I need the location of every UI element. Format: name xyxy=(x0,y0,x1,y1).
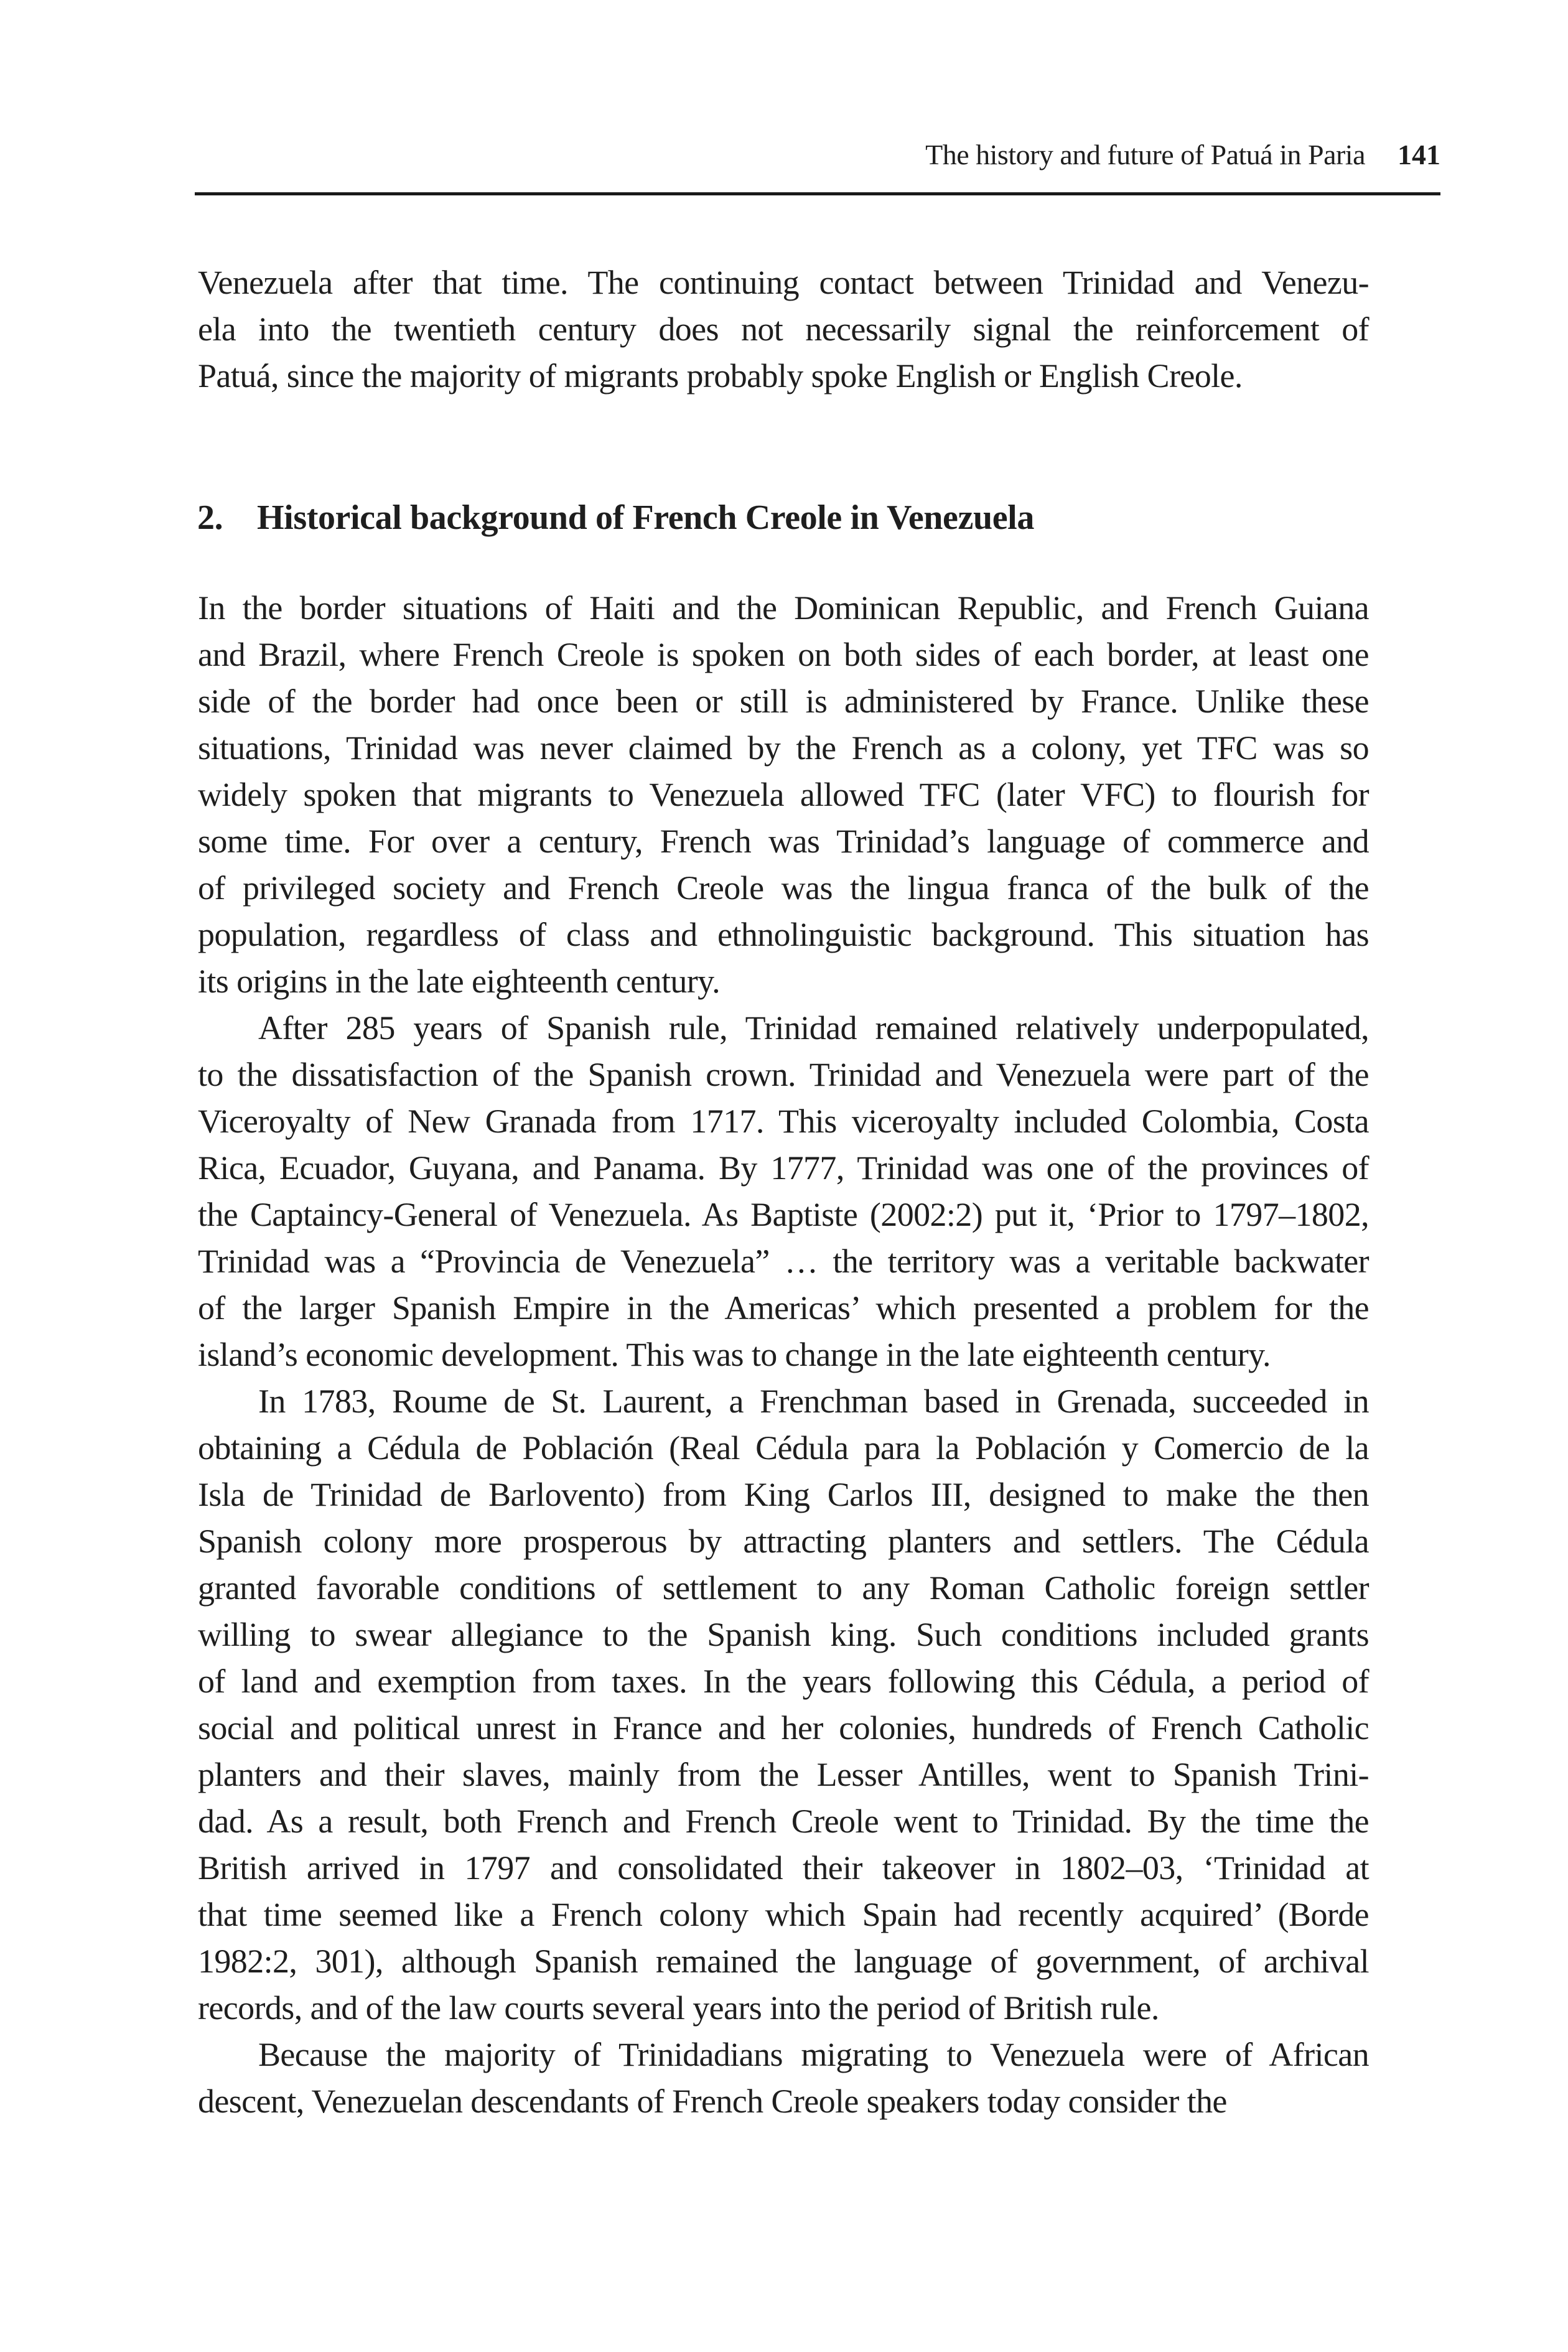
text-line: of land and exemption from taxes. In the years following this Cédula, a period of xyxy=(198,1663,1369,1700)
text-line: Because the majority of Trinidadians migrating to Venezuela were of African xyxy=(258,2036,1369,2073)
text-line: descent, Venezuelan descendants of French Creole speakers today consider the xyxy=(198,2083,1227,2120)
text-line: British arrived in 1797 and consolidated their takeover in 1802–03, ‘Trinidad at xyxy=(198,1849,1369,1887)
text-line: granted favorable conditions of settlement to any Roman Catholic foreign settler xyxy=(198,1569,1369,1607)
text-line: Viceroyalty of New Granada from 1717. This viceroyalty included Colombia, Costa xyxy=(198,1103,1369,1140)
text-line: ela into the twentieth century does not necessarily signal the reinforcement of xyxy=(198,310,1369,348)
section-heading xyxy=(197,495,1034,541)
text-line: and Brazil, where French Creole is spoken on both sides of each border, at least one xyxy=(198,636,1369,673)
text-line: island’s economic development. This was to change in the late eighteenth century. xyxy=(198,1336,1271,1373)
text-line: side of the border had once been or still is administered by France. Unlike these xyxy=(198,683,1369,720)
text-line: of the larger Spanish Empire in the Americas’ which presented a problem for the xyxy=(198,1289,1369,1327)
text-line: 1982:2, 301), although Spanish remained the language of government, of archival xyxy=(198,1943,1369,1980)
text-line: some time. For over a century, French was Trinidad’s language of commerce and xyxy=(198,823,1369,860)
text-line: situations, Trinidad was never claimed by the French as a colony, yet TFC was so xyxy=(198,729,1369,767)
text-line: the Captaincy-General of Venezuela. As Baptiste (2002:2) put it, ‘Prior to 1797–1802, xyxy=(198,1196,1369,1233)
text-line: willing to swear allegiance to the Spanish king. Such conditions included grants xyxy=(198,1616,1369,1653)
text-line: to the dissatisfaction of the Spanish crown. Trinidad and Venezuela were part of the xyxy=(198,1056,1369,1093)
section-number: 2. xyxy=(197,498,223,537)
page-number: 141 xyxy=(1398,139,1440,170)
section-title: Historical background of French Creole in Venezuela xyxy=(257,498,1034,537)
text-line: Patuá, since the majority of migrants probably spoke English or English Creole. xyxy=(198,357,1243,394)
text-line: Venezuela after that time. The continuing contact between Trinidad and Venezu- xyxy=(198,264,1369,301)
text-line: its origins in the late eighteenth century. xyxy=(198,963,720,1000)
text-line: Rica, Ecuador, Guyana, and Panama. By 1777, Trinidad was one of the provinces of xyxy=(198,1149,1369,1187)
text-line: that time seemed like a French colony which Spain had recently acquired’ (Borde xyxy=(198,1896,1369,1933)
text-line: After 285 years of Spanish rule, Trinidad remained relatively underpopulated, xyxy=(258,1009,1369,1047)
running-head xyxy=(809,138,1440,175)
text-line: In the border situations of Haiti and the Dominican Republic, and French Guiana xyxy=(198,589,1369,627)
header-rule xyxy=(195,192,1440,195)
text-line: Spanish colony more prosperous by attracting planters and settlers. The Cédula xyxy=(198,1523,1369,1560)
text-line: In 1783, Roume de St. Laurent, a Frenchman based in Grenada, succeeded in xyxy=(258,1383,1369,1420)
text-line: records, and of the law courts several years into the period of British rule. xyxy=(198,1989,1159,2027)
text-line: obtaining a Cédula de Población (Real Cédula para la Población y Comercio de la xyxy=(198,1429,1369,1467)
text-line: Trinidad was a “Provincia de Venezuela” … the territory was a veritable backwater xyxy=(198,1243,1369,1280)
text-line: widely spoken that migrants to Venezuela allowed TFC (later VFC) to flourish for xyxy=(198,776,1369,813)
text-line: of privileged society and French Creole was the lingua franca of the bulk of the xyxy=(198,869,1369,907)
text-line: social and political unrest in France and her colonies, hundreds of French Catholic xyxy=(198,1709,1369,1747)
running-head-title: The history and future of Patuá in Paria xyxy=(925,139,1365,170)
text-line: planters and their slaves, mainly from the Lesser Antilles, went to Spanish Trini- xyxy=(198,1756,1369,1793)
text-line: Isla de Trinidad de Barlovento) from King Carlos III, designed to make the then xyxy=(198,1476,1369,1513)
text-line: dad. As a result, both French and French Creole went to Trinidad. By the time the xyxy=(198,1803,1369,1840)
text-line: population, regardless of class and ethnolinguistic background. This situation has xyxy=(198,916,1369,953)
